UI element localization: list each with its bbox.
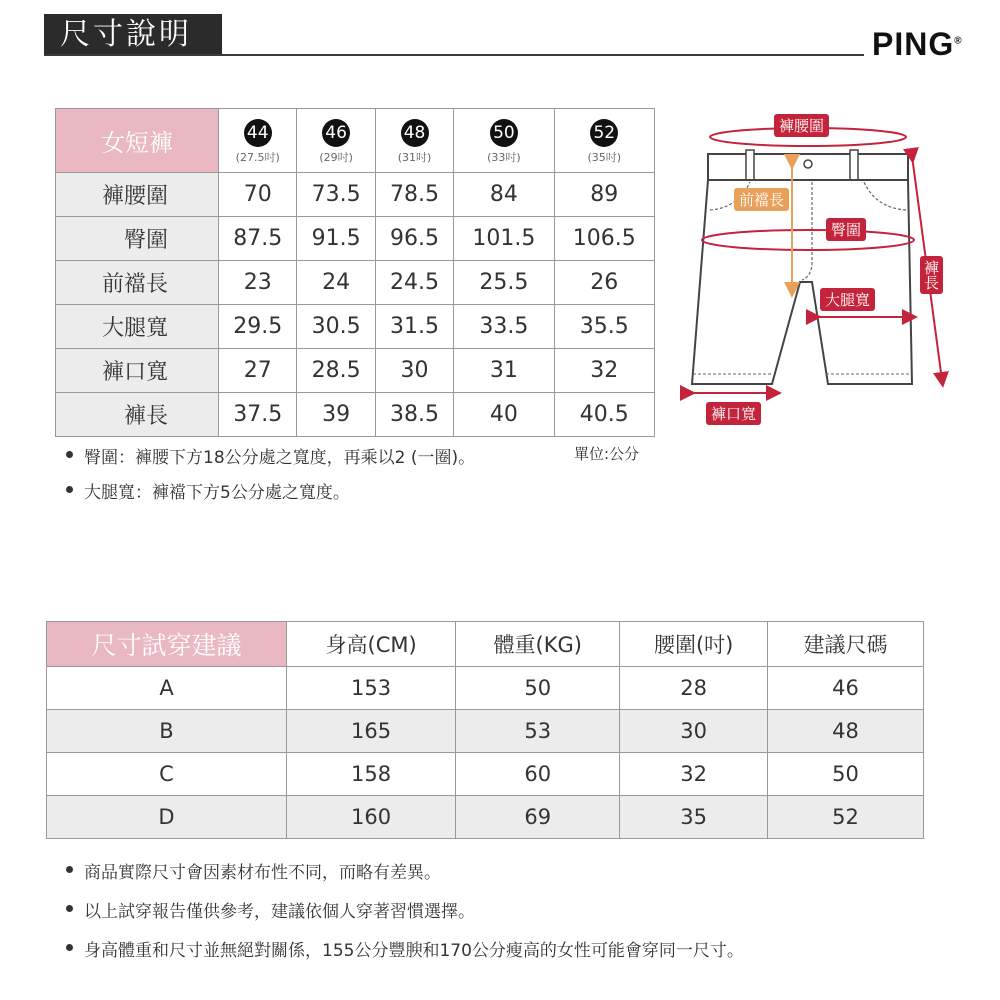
table-row [56, 349, 655, 393]
unit-label: 單位:公分 [574, 445, 640, 463]
size-table [55, 108, 655, 437]
table-cell: 28 [620, 667, 768, 710]
table-cell: 96.5 [375, 217, 453, 261]
table-cell: 31.5 [375, 305, 453, 349]
note-item: 身高體重和尺寸並無絕對關係，155公分豐腴和170公分瘦高的女性可能會穿同一尺寸。 [64, 936, 744, 961]
column-header: 建議尺碼 [767, 622, 923, 667]
size-badge: 52 [590, 119, 618, 147]
size-inch: (33吋) [487, 150, 521, 164]
row-label: B [47, 710, 287, 753]
row-label: 褲腰圍 [56, 173, 219, 217]
table-cell: 33.5 [454, 305, 554, 349]
table-row [56, 261, 655, 305]
footer-notes [64, 858, 744, 975]
waist-label: 褲腰圍 [774, 114, 829, 137]
hip-label: 臀圍 [826, 218, 866, 241]
table-cell: 31 [454, 349, 554, 393]
size-badge: 48 [401, 119, 429, 147]
row-label: 褲長 [56, 393, 219, 437]
fitting-table-corner: 尺寸試穿建議 [47, 622, 287, 667]
row-label: 大腿寬 [56, 305, 219, 349]
table-row [56, 305, 655, 349]
note-item: 以上試穿報告僅供參考，建議依個人穿著習慣選擇。 [64, 897, 744, 922]
table-cell: 35.5 [554, 305, 654, 349]
table-cell: 50 [767, 753, 923, 796]
size-notes [64, 443, 475, 513]
column-header: 身高(CM) [287, 622, 456, 667]
size-inch: (27.5吋) [235, 150, 280, 164]
table-row [47, 667, 924, 710]
table-row [47, 796, 924, 839]
table-cell: 30 [375, 349, 453, 393]
brand-logo: PING® [872, 26, 963, 62]
table-row [47, 710, 924, 753]
table-cell: 38.5 [375, 393, 453, 437]
table-cell: 158 [287, 753, 456, 796]
table-row [56, 217, 655, 261]
table-cell: 24.5 [375, 261, 453, 305]
table-row [56, 393, 655, 437]
table-cell: 50 [456, 667, 620, 710]
table-cell: 91.5 [297, 217, 375, 261]
row-label: 前襠長 [56, 261, 219, 305]
table-cell: 46 [767, 667, 923, 710]
size-header-50 [454, 109, 554, 173]
column-header: 體重(KG) [456, 622, 620, 667]
fitting-table [46, 621, 924, 839]
column-header: 腰圍(吋) [620, 622, 768, 667]
table-cell: 30 [620, 710, 768, 753]
shorts-illustration [680, 112, 960, 432]
table-cell: 52 [767, 796, 923, 839]
table-cell: 30.5 [297, 305, 375, 349]
table-cell: 153 [287, 667, 456, 710]
rise-label: 前襠長 [734, 188, 789, 211]
table-cell: 60 [456, 753, 620, 796]
table-row [56, 173, 655, 217]
table-cell: 70 [219, 173, 297, 217]
size-header-52 [554, 109, 654, 173]
row-label: 褲口寬 [56, 349, 219, 393]
table-cell: 106.5 [554, 217, 654, 261]
note-item: 大腿寬：褲襠下方5公分處之寬度。 [64, 478, 475, 503]
table-row [47, 753, 924, 796]
note-item: 商品實際尺寸會因素材布性不同，而略有差異。 [64, 858, 744, 883]
table-cell: 24 [297, 261, 375, 305]
table-cell: 40.5 [554, 393, 654, 437]
table-cell: 39 [297, 393, 375, 437]
size-table-corner: 女短褲 [56, 109, 219, 173]
table-cell: 27 [219, 349, 297, 393]
size-header-46 [297, 109, 375, 173]
note-item: 臀圍：褲腰下方18公分處之寬度，再乘以2 (一圈)。 [64, 443, 475, 468]
size-badge: 50 [490, 119, 518, 147]
size-badge: 44 [244, 119, 272, 147]
brand-logo-text: PING [872, 26, 955, 62]
table-cell: 23 [219, 261, 297, 305]
table-cell: 69 [456, 796, 620, 839]
size-inch: (31吋) [397, 150, 432, 164]
size-inch: (35吋) [587, 150, 622, 164]
table-cell: 32 [620, 753, 768, 796]
table-cell: 53 [456, 710, 620, 753]
size-header-48 [375, 109, 453, 173]
page-title: 尺寸說明 [44, 14, 222, 56]
table-cell: 160 [287, 796, 456, 839]
table-cell: 89 [554, 173, 654, 217]
table-cell: 26 [554, 261, 654, 305]
table-cell: 78.5 [375, 173, 453, 217]
shorts-diagram [680, 112, 960, 432]
table-cell: 165 [287, 710, 456, 753]
table-cell: 84 [454, 173, 554, 217]
table-cell: 32 [554, 349, 654, 393]
table-cell: 25.5 [454, 261, 554, 305]
hem-label: 褲口寬 [706, 402, 761, 425]
size-badge: 46 [322, 119, 350, 147]
table-cell: 101.5 [454, 217, 554, 261]
table-cell: 40 [454, 393, 554, 437]
table-cell: 29.5 [219, 305, 297, 349]
size-inch: (29吋) [319, 150, 353, 164]
row-label: 臀圍 [56, 217, 219, 261]
row-label: C [47, 753, 287, 796]
row-label: A [47, 667, 287, 710]
row-label: D [47, 796, 287, 839]
table-cell: 48 [767, 710, 923, 753]
table-cell: 35 [620, 796, 768, 839]
length-label: 褲長 [920, 256, 943, 294]
table-cell: 87.5 [219, 217, 297, 261]
table-cell: 28.5 [297, 349, 375, 393]
table-cell: 37.5 [219, 393, 297, 437]
header-divider [44, 54, 864, 56]
table-cell: 73.5 [297, 173, 375, 217]
thigh-label: 大腿寬 [820, 288, 875, 311]
size-header-44 [219, 109, 297, 173]
